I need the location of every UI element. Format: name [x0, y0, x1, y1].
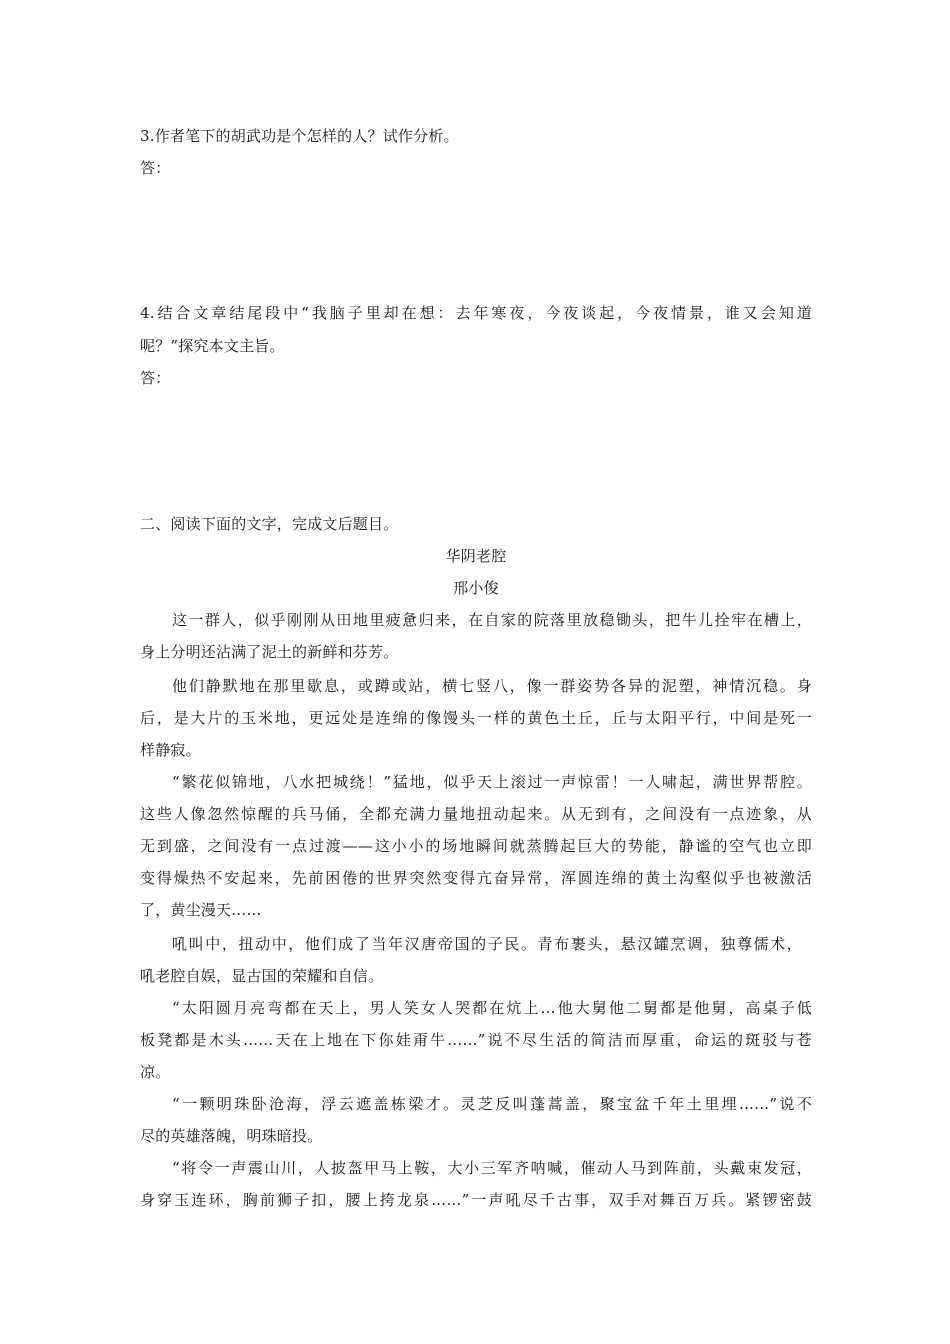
paragraph-line: 他们静默地在那里歇息，或蹲或站，横七竖八，像一群姿势各异的泥塑，神情沉稳。身 — [172, 677, 812, 695]
paragraph-line: 变得燥热不安起来，先前困倦的世界突然变得亢奋异常，浑圆连绵的黄土沟壑似乎也被激活 — [140, 869, 812, 887]
paragraph-line: 这些人像忽然惊醒的兵马俑，全都充满力量地扭动起来。从无到有，之间没有一点迹象，从 — [140, 805, 812, 823]
paragraph-line: 后，是大片的玉米地，更远处是连绵的像馒头一样的黄色土丘，丘与太阳平行，中间是死一 — [140, 709, 812, 727]
question-4-line-1: 4.结合文章结尾段中“我脑子里却在想：去年寒夜，今夜谈起，今夜情景，谁又会知道 — [140, 304, 812, 322]
question-4-line-2: 呢？”探究本文主旨。 — [140, 337, 285, 355]
paragraph-line: 凉。 — [140, 1063, 171, 1081]
paragraph-line: 样静寂。 — [140, 741, 201, 759]
paragraph-line: 吼老腔自娱，显古国的荣耀和自信。 — [140, 967, 384, 985]
question-3-answer-label: 答： — [140, 159, 171, 177]
article-title: 华阴老腔 — [445, 547, 507, 565]
paragraph-line: “太阳圆月亮弯都在天上，男人笑女人哭都在炕上…他大舅他二舅都是他舅，高桌子低 — [172, 999, 812, 1017]
paragraph-line: “将令一声震山川，人披盔甲马上鞍，大小三军齐呐喊，催动人马到阵前，头戴束发冠， — [172, 1159, 812, 1177]
article-author: 邢小俊 — [453, 579, 499, 597]
paragraph-line: 吼叫中，扭动中，他们成了当年汉唐帝国的子民。青布裹头，悬汉罐烹调，独尊儒术， — [172, 935, 802, 953]
paragraph-line: 尽的英雄落魄，明珠暗投。 — [140, 1127, 323, 1145]
paragraph-line: “一颗明珠卧沧海，浮云遮盖栋梁才。灵芝反叫蓬蒿盖，聚宝盆千年土里埋……”说不 — [172, 1095, 812, 1113]
paragraph-line: 身上分明还沾满了泥土的新鲜和芬芳。 — [140, 643, 399, 661]
paragraph-line: 无到盛，之间没有一点过渡——这小小的场地瞬间就蒸腾起巨大的势能，静谧的空气也立即 — [140, 837, 812, 855]
paragraph-line: 这一群人，似乎刚刚从田地里疲惫归来，在自家的院落里放稳锄头，把牛儿拴牢在槽上， — [172, 611, 812, 629]
paragraph-line: “繁花似锦地，八水把城绕！”猛地，似乎天上滚过一声惊雷！一人啸起，满世界帮腔。 — [172, 773, 812, 791]
paragraph-line: 身穿玉连环，胸前狮子扣，腰上挎龙泉……”一声吼尽千古事，双手对舞百万兵。紧锣密鼓 — [140, 1191, 812, 1209]
paragraph-line: 了，黄尘漫天…… — [140, 901, 262, 919]
section-heading: 二、阅读下面的文字，完成文后题目。 — [140, 515, 399, 533]
question-3: 3.作者笔下的胡武功是个怎样的人？试作分析。 — [140, 127, 459, 145]
question-4-answer-label: 答： — [140, 369, 171, 387]
paragraph-line: 板凳都是木头……天在上地在下你娃甭牛……”说不尽生活的简洁而厚重，命运的斑驳与苍 — [140, 1031, 812, 1049]
